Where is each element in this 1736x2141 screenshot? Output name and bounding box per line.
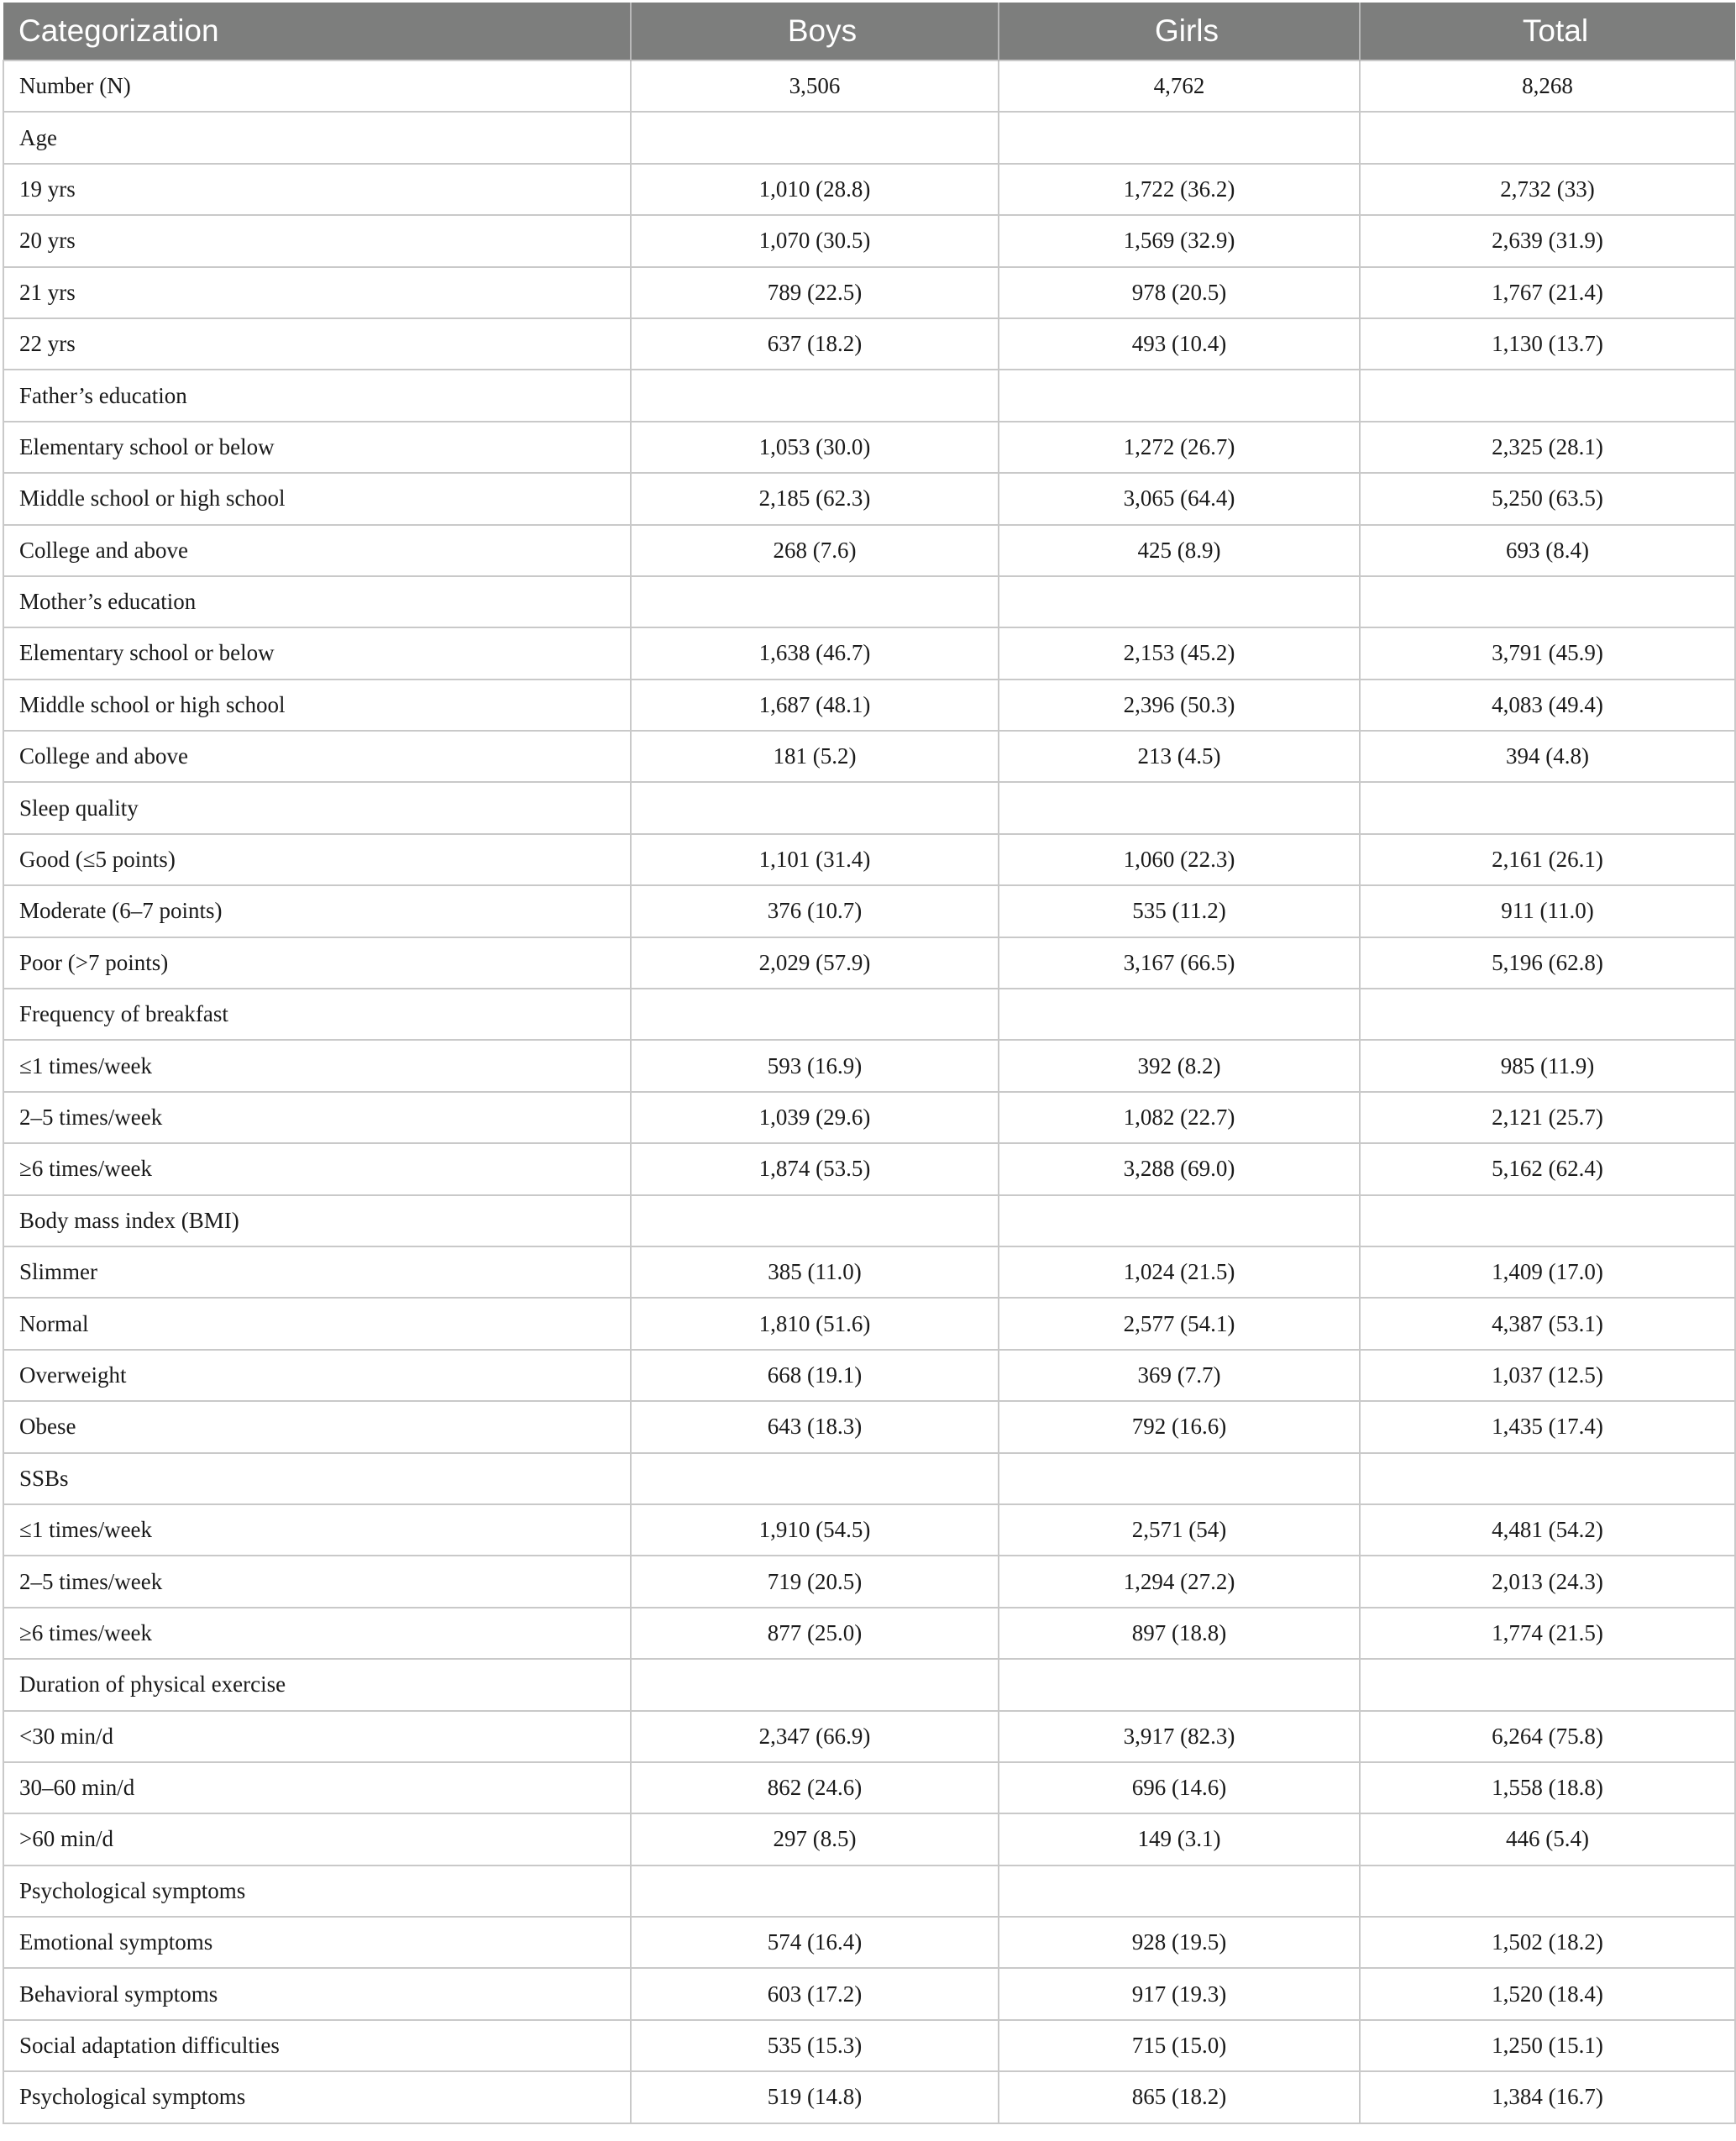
cell-total: 2,161 (26.1) <box>1360 834 1735 885</box>
cell-girls: 535 (11.2) <box>999 885 1360 937</box>
table-row <box>3 2071 1735 2123</box>
cell-category: Middle school or high school <box>3 473 631 524</box>
cell-total: 2,732 (33) <box>1360 164 1735 215</box>
cell-total: 5,196 (62.8) <box>1360 937 1735 989</box>
cell-category: >60 min/d <box>3 1813 631 1865</box>
cell-total: 1,250 (15.1) <box>1360 2020 1735 2071</box>
cell-girls: 392 (8.2) <box>999 1040 1360 1091</box>
cell-boys: 535 (15.3) <box>631 2020 999 2071</box>
table-row <box>3 1350 1735 1401</box>
cell-category: 2–5 times/week <box>3 1092 631 1143</box>
cell-boys: 719 (20.5) <box>631 1556 999 1607</box>
cell-boys: 2,347 (66.9) <box>631 1711 999 1762</box>
cell-total: 446 (5.4) <box>1360 1813 1735 1865</box>
cell-category: Emotional symptoms <box>3 1917 631 1968</box>
cell-boys: 1,810 (51.6) <box>631 1298 999 1349</box>
cell-total: 394 (4.8) <box>1360 731 1735 782</box>
table-row <box>3 1556 1735 1607</box>
cell-category: Good (≤5 points) <box>3 834 631 885</box>
cell-category: Obese <box>3 1401 631 1452</box>
cell-total: 1,774 (21.5) <box>1360 1608 1735 1659</box>
table-row <box>3 680 1735 731</box>
cell-category: Elementary school or below <box>3 627 631 679</box>
header-boys: Boys <box>631 3 999 60</box>
cell-boys: 862 (24.6) <box>631 1762 999 1813</box>
cell-girls: 1,569 (32.9) <box>999 215 1360 266</box>
table-row <box>3 267 1735 318</box>
table-row <box>3 1143 1735 1194</box>
cell-category: 20 yrs <box>3 215 631 266</box>
cell-boys: 2,029 (57.9) <box>631 937 999 989</box>
cell-boys: 1,010 (28.8) <box>631 164 999 215</box>
cell-total: 4,083 (49.4) <box>1360 680 1735 731</box>
cell-girls: 3,917 (82.3) <box>999 1711 1360 1762</box>
cell-boys: 637 (18.2) <box>631 318 999 370</box>
cell-girls: 1,294 (27.2) <box>999 1556 1360 1607</box>
cell-boys <box>631 112 999 163</box>
cell-total: 5,162 (62.4) <box>1360 1143 1735 1194</box>
cell-total <box>1360 1659 1735 1710</box>
cell-girls: 369 (7.7) <box>999 1350 1360 1401</box>
cell-category: Overweight <box>3 1350 631 1401</box>
cell-girls <box>999 989 1360 1040</box>
cell-category: 19 yrs <box>3 164 631 215</box>
cell-total: 1,384 (16.7) <box>1360 2071 1735 2123</box>
cell-girls: 1,060 (22.3) <box>999 834 1360 885</box>
cell-girls: 493 (10.4) <box>999 318 1360 370</box>
cell-category: Normal <box>3 1298 631 1349</box>
table-row <box>3 1246 1735 1298</box>
cell-boys: 385 (11.0) <box>631 1246 999 1298</box>
table-row <box>3 1040 1735 1091</box>
cell-total: 1,435 (17.4) <box>1360 1401 1735 1452</box>
cell-girls: 792 (16.6) <box>999 1401 1360 1452</box>
cell-girls: 3,167 (66.5) <box>999 937 1360 989</box>
cell-boys <box>631 1195 999 1246</box>
cell-total: 1,130 (13.7) <box>1360 318 1735 370</box>
cell-girls: 4,762 <box>999 60 1360 112</box>
cell-category: Social adaptation difficulties <box>3 2020 631 2071</box>
cell-total <box>1360 370 1735 421</box>
cell-total: 6,264 (75.8) <box>1360 1711 1735 1762</box>
table-row <box>3 1968 1735 2019</box>
table-row <box>3 60 1735 112</box>
table-row <box>3 782 1735 833</box>
cell-boys: 181 (5.2) <box>631 731 999 782</box>
cell-category: ≤1 times/week <box>3 1040 631 1091</box>
cell-girls <box>999 1866 1360 1917</box>
cell-total: 4,387 (53.1) <box>1360 1298 1735 1349</box>
cell-girls: 2,396 (50.3) <box>999 680 1360 731</box>
cell-category: SSBs <box>3 1453 631 1504</box>
cell-category: Elementary school or below <box>3 422 631 473</box>
table-row <box>3 473 1735 524</box>
cell-total: 1,558 (18.8) <box>1360 1762 1735 1813</box>
table-row <box>3 215 1735 266</box>
cell-girls <box>999 370 1360 421</box>
cell-total: 1,502 (18.2) <box>1360 1917 1735 1968</box>
cell-boys: 2,185 (62.3) <box>631 473 999 524</box>
cell-total <box>1360 1866 1735 1917</box>
cell-category: 21 yrs <box>3 267 631 318</box>
table-row <box>3 370 1735 421</box>
table-row <box>3 1608 1735 1659</box>
cell-category: Behavioral symptoms <box>3 1968 631 2019</box>
cell-boys <box>631 370 999 421</box>
cell-boys: 519 (14.8) <box>631 2071 999 2123</box>
table-row <box>3 937 1735 989</box>
header-total: Total <box>1360 3 1735 60</box>
cell-total: 985 (11.9) <box>1360 1040 1735 1091</box>
cell-girls: 696 (14.6) <box>999 1762 1360 1813</box>
cell-category: Duration of physical exercise <box>3 1659 631 1710</box>
table-row <box>3 1813 1735 1865</box>
cell-total: 1,037 (12.5) <box>1360 1350 1735 1401</box>
cell-girls: 715 (15.0) <box>999 2020 1360 2071</box>
cell-category: Father’s education <box>3 370 631 421</box>
cell-girls <box>999 1453 1360 1504</box>
table-body <box>3 60 1735 2123</box>
cell-category: Psychological symptoms <box>3 2071 631 2123</box>
cell-category: <30 min/d <box>3 1711 631 1762</box>
cell-total: 5,250 (63.5) <box>1360 473 1735 524</box>
table-row <box>3 164 1735 215</box>
cell-girls: 865 (18.2) <box>999 2071 1360 2123</box>
cell-girls: 213 (4.5) <box>999 731 1360 782</box>
header-row <box>3 3 1735 60</box>
table-row <box>3 1711 1735 1762</box>
cell-boys: 297 (8.5) <box>631 1813 999 1865</box>
cell-category: 2–5 times/week <box>3 1556 631 1607</box>
cell-category: ≥6 times/week <box>3 1608 631 1659</box>
cell-boys <box>631 989 999 1040</box>
table-row <box>3 1504 1735 1556</box>
cell-boys: 376 (10.7) <box>631 885 999 937</box>
cell-girls: 2,577 (54.1) <box>999 1298 1360 1349</box>
table-row <box>3 422 1735 473</box>
cell-boys: 789 (22.5) <box>631 267 999 318</box>
cell-boys: 268 (7.6) <box>631 525 999 576</box>
table-row <box>3 1659 1735 1710</box>
cell-category: Body mass index (BMI) <box>3 1195 631 1246</box>
cell-total: 2,013 (24.3) <box>1360 1556 1735 1607</box>
table-row <box>3 576 1735 627</box>
cell-boys: 877 (25.0) <box>631 1608 999 1659</box>
data-table <box>3 3 1736 2124</box>
cell-category: Poor (>7 points) <box>3 937 631 989</box>
cell-total <box>1360 112 1735 163</box>
cell-girls: 425 (8.9) <box>999 525 1360 576</box>
cell-girls: 928 (19.5) <box>999 1917 1360 1968</box>
table-row <box>3 834 1735 885</box>
cell-girls: 897 (18.8) <box>999 1608 1360 1659</box>
table-row <box>3 1762 1735 1813</box>
cell-category: College and above <box>3 731 631 782</box>
cell-girls: 3,288 (69.0) <box>999 1143 1360 1194</box>
cell-girls: 917 (19.3) <box>999 1968 1360 2019</box>
cell-total: 8,268 <box>1360 60 1735 112</box>
cell-category: Age <box>3 112 631 163</box>
cell-category: Number (N) <box>3 60 631 112</box>
cell-girls <box>999 1195 1360 1246</box>
cell-total <box>1360 782 1735 833</box>
cell-boys <box>631 782 999 833</box>
cell-boys <box>631 576 999 627</box>
cell-boys: 1,070 (30.5) <box>631 215 999 266</box>
cell-girls: 2,571 (54) <box>999 1504 1360 1556</box>
cell-category: Middle school or high school <box>3 680 631 731</box>
cell-boys <box>631 1659 999 1710</box>
cell-boys <box>631 1453 999 1504</box>
table-row <box>3 2020 1735 2071</box>
table-row <box>3 1401 1735 1452</box>
cell-total: 2,325 (28.1) <box>1360 422 1735 473</box>
cell-total <box>1360 1453 1735 1504</box>
cell-boys: 1,874 (53.5) <box>631 1143 999 1194</box>
cell-girls <box>999 1659 1360 1710</box>
cell-category: ≤1 times/week <box>3 1504 631 1556</box>
table-row <box>3 731 1735 782</box>
cell-girls <box>999 112 1360 163</box>
table-row <box>3 525 1735 576</box>
cell-category: Psychological symptoms <box>3 1866 631 1917</box>
cell-total <box>1360 576 1735 627</box>
cell-girls: 1,082 (22.7) <box>999 1092 1360 1143</box>
cell-total <box>1360 989 1735 1040</box>
cell-girls <box>999 576 1360 627</box>
cell-girls: 2,153 (45.2) <box>999 627 1360 679</box>
cell-boys: 1,039 (29.6) <box>631 1092 999 1143</box>
cell-boys: 603 (17.2) <box>631 1968 999 2019</box>
cell-boys: 643 (18.3) <box>631 1401 999 1452</box>
cell-category: 30–60 min/d <box>3 1762 631 1813</box>
cell-boys: 3,506 <box>631 60 999 112</box>
cell-total: 1,520 (18.4) <box>1360 1968 1735 2019</box>
cell-boys: 574 (16.4) <box>631 1917 999 1968</box>
cell-boys: 1,687 (48.1) <box>631 680 999 731</box>
table-row <box>3 1092 1735 1143</box>
table-row <box>3 627 1735 679</box>
cell-boys: 668 (19.1) <box>631 1350 999 1401</box>
table-row <box>3 989 1735 1040</box>
table-row <box>3 318 1735 370</box>
cell-category: Moderate (6–7 points) <box>3 885 631 937</box>
cell-total: 2,639 (31.9) <box>1360 215 1735 266</box>
table-row <box>3 112 1735 163</box>
cell-category: Frequency of breakfast <box>3 989 631 1040</box>
table-row <box>3 885 1735 937</box>
cell-boys: 1,910 (54.5) <box>631 1504 999 1556</box>
cell-total: 4,481 (54.2) <box>1360 1504 1735 1556</box>
cell-category: 22 yrs <box>3 318 631 370</box>
cell-category: ≥6 times/week <box>3 1143 631 1194</box>
cell-boys: 1,638 (46.7) <box>631 627 999 679</box>
cell-category: Mother’s education <box>3 576 631 627</box>
cell-total: 693 (8.4) <box>1360 525 1735 576</box>
header-categorization: Categorization <box>3 3 631 60</box>
cell-total <box>1360 1195 1735 1246</box>
cell-category: Sleep quality <box>3 782 631 833</box>
header-girls: Girls <box>999 3 1360 60</box>
cell-boys <box>631 1866 999 1917</box>
cell-category: College and above <box>3 525 631 576</box>
cell-total: 1,767 (21.4) <box>1360 267 1735 318</box>
cell-girls <box>999 782 1360 833</box>
cell-total: 3,791 (45.9) <box>1360 627 1735 679</box>
table-row <box>3 1866 1735 1917</box>
cell-boys: 1,053 (30.0) <box>631 422 999 473</box>
cell-girls: 978 (20.5) <box>999 267 1360 318</box>
cell-total: 1,409 (17.0) <box>1360 1246 1735 1298</box>
cell-girls: 1,272 (26.7) <box>999 422 1360 473</box>
table-row <box>3 1195 1735 1246</box>
cell-total: 911 (11.0) <box>1360 885 1735 937</box>
cell-category: Slimmer <box>3 1246 631 1298</box>
cell-girls: 1,024 (21.5) <box>999 1246 1360 1298</box>
table-row <box>3 1298 1735 1349</box>
cell-boys: 593 (16.9) <box>631 1040 999 1091</box>
cell-girls: 1,722 (36.2) <box>999 164 1360 215</box>
cell-girls: 3,065 (64.4) <box>999 473 1360 524</box>
table-row <box>3 1917 1735 1968</box>
cell-boys: 1,101 (31.4) <box>631 834 999 885</box>
cell-girls: 149 (3.1) <box>999 1813 1360 1865</box>
table-row <box>3 1453 1735 1504</box>
cell-total: 2,121 (25.7) <box>1360 1092 1735 1143</box>
